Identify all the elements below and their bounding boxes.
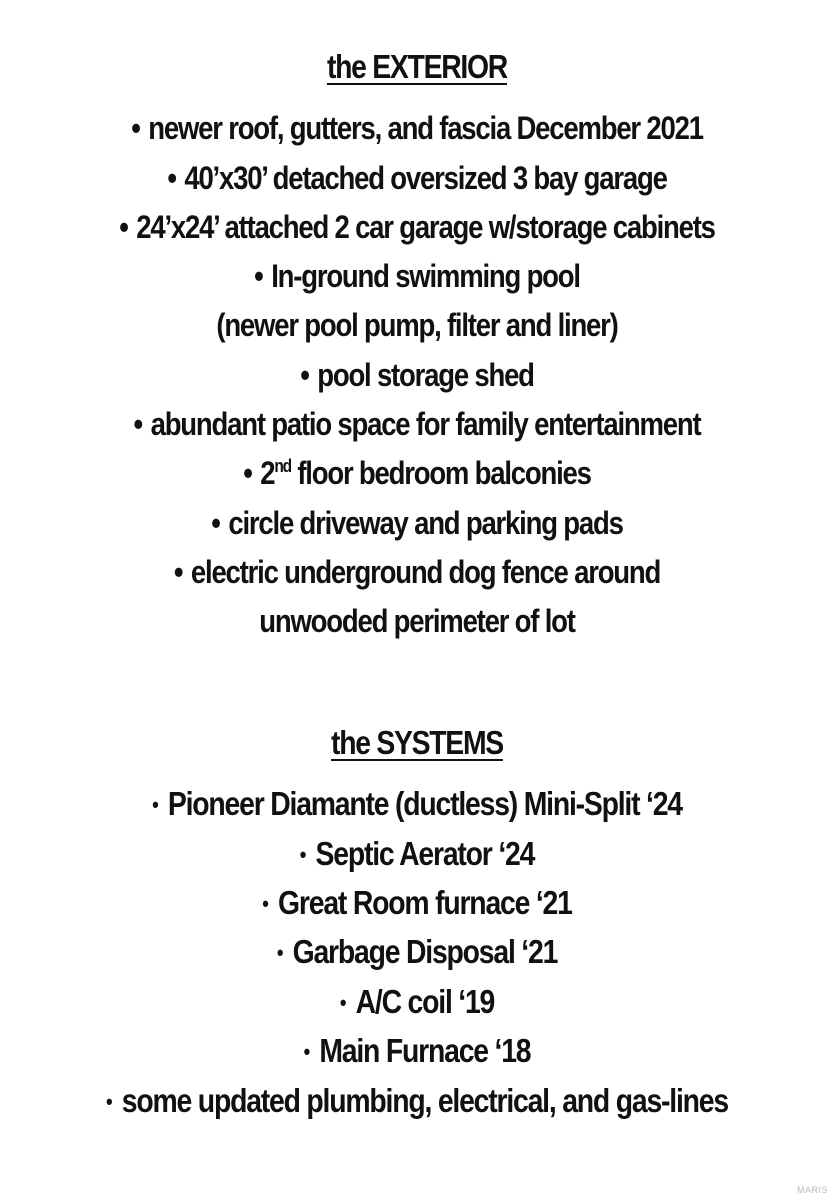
exterior-item-dog-fence: • electric underground dog fence around (173, 554, 661, 590)
systems-item-garbage-disposal: • Garbage Disposal ‘21 (276, 933, 558, 970)
systems-heading: the SYSTEMS (331, 724, 503, 761)
systems-item-main-furnace: • Main Furnace ‘18 (303, 1032, 531, 1069)
bullet-icon: • (173, 554, 183, 590)
exterior-item-pool: • In-ground swimming pool (254, 258, 580, 294)
bullet-icon: • (262, 891, 268, 916)
systems-item-septic: • Septic Aerator ‘24 (299, 835, 535, 872)
bullet-icon: • (243, 455, 252, 491)
exterior-item-attached-garage: • 24’x24’ attached 2 car garage w/storage cabinets (119, 209, 715, 245)
bullet-icon: • (303, 1039, 310, 1064)
bullet-icon: • (339, 990, 346, 1015)
bullet-icon: • (167, 160, 176, 196)
systems-item-ac-coil: • A/C coil ‘19 (339, 983, 495, 1020)
bullet-icon: • (300, 357, 309, 393)
exterior-item-detached-garage: • 40’x30’ detached oversized 3 bay garage (167, 160, 667, 196)
exterior-item-pool-details: (newer pool pump, filter and liner) (216, 307, 618, 343)
bullet-icon: • (299, 842, 306, 867)
bullet-icon: • (152, 792, 158, 817)
watermark: MARIS (796, 1185, 828, 1195)
exterior-item-perimeter: unwooded perimeter of lot (259, 603, 575, 639)
exterior-item-patio: • abundant patio space for family entertainment (133, 406, 701, 442)
systems-item-great-room-furnace: • Great Room furnace ‘21 (262, 884, 572, 921)
exterior-item-pool-shed: • pool storage shed (300, 357, 534, 393)
systems-item-utilities: • some updated plumbing, electrical, and gas-lines (106, 1082, 728, 1119)
bullet-icon: • (131, 110, 140, 146)
exterior-item-driveway: • circle driveway and parking pads (211, 505, 623, 541)
exterior-item-balconies: • 2nd floor bedroom balconies (243, 455, 591, 491)
bullet-icon: • (119, 209, 128, 245)
exterior-item-roof: • newer roof, gutters, and fascia December 2021 (131, 110, 703, 146)
bullet-icon: • (133, 406, 142, 442)
bullet-icon: • (254, 258, 263, 294)
bullet-icon: • (106, 1089, 112, 1114)
bullet-icon: • (276, 940, 283, 965)
exterior-heading: the EXTERIOR (326, 48, 508, 85)
systems-item-mini-split: • Pioneer Diamante (ductless) Mini-Split ‘24 (152, 785, 682, 822)
bullet-icon: • (211, 505, 220, 541)
